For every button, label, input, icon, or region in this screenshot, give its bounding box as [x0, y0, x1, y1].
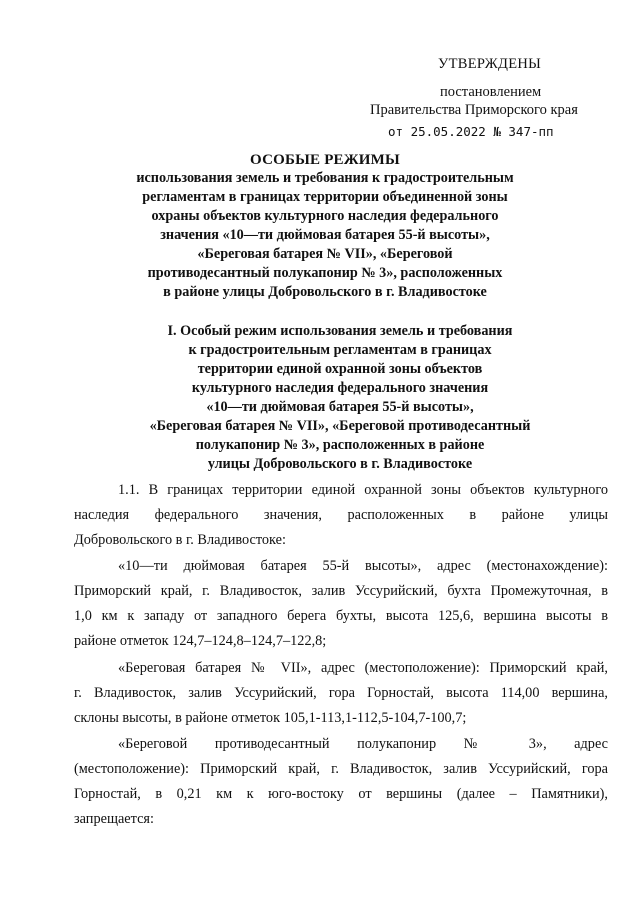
paragraph-battery-55 — [74, 554, 608, 654]
title-line: в районе улицы Добровольского в г. Владивостоке — [163, 284, 487, 300]
paragraph-line: (местоположение): Приморский край, г. Владивосток, залив Уссурийский, гора — [74, 761, 608, 777]
section-heading-line: улицы Добровольского в г. Владивостоке — [207, 456, 473, 472]
title-line: регламентам в границах территории объединенной зоны — [142, 189, 508, 205]
section-heading-line: полукапонир № 3», расположенных в районе — [195, 437, 485, 453]
section-heading-line: «10—ти дюймовая батарея 55-й высоты», — [206, 399, 474, 415]
title-line: значения «10—ти дюймовая батарея 55-й высоты», — [160, 227, 490, 243]
section-heading-line: I. Особый режим использования земель и требования — [167, 323, 513, 339]
section-heading-line: «Береговая батарея № VII», «Береговой противодесантный — [149, 418, 531, 434]
paragraph-line: склоны высоты, в районе отметок 105,1-113,1-112,5-104,7-100,7; — [74, 710, 467, 726]
paragraph-line: районе отметок 124,7–124,8–124,7–122,8; — [74, 633, 327, 649]
paragraph-line: 1,0 км к западу от западного берега бухты, высота 125,6, вершина высоты в — [74, 608, 608, 624]
title-main: ОСОБЫЕ РЕЖИМЫ — [250, 152, 400, 168]
paragraph-line: запрещается: — [74, 811, 154, 827]
paragraph-line: Добровольского в г. Владивостоке: — [74, 532, 286, 548]
paragraph-line: наследия федерального значения, расположенных в районе улицы — [74, 507, 608, 523]
section-heading-line: культурного наследия федерального значения — [191, 380, 489, 396]
paragraph-caponier-3 — [74, 732, 608, 832]
paragraph-line: г. Владивосток, залив Уссурийский, гора Горностай, высота 114,00 вершина, — [74, 685, 608, 701]
paragraph-line: «10—ти дюймовая батарея 55-й высоты», адрес (местонахождение): — [118, 558, 608, 574]
title-line: противодесантный полукапонир № 3», расположенных — [147, 265, 503, 281]
title-line: «Береговая батарея № VII», «Береговой — [197, 246, 453, 262]
paragraph-1-1 — [74, 478, 608, 553]
approval-date-number: от 25.05.2022 № 347-пп — [388, 124, 554, 139]
title-line: использования земель и требования к градостроительным — [136, 170, 514, 186]
paragraph-line: Горностай, в 0,21 км к юго-востоку от вершины (далее – Памятники), — [74, 786, 608, 802]
title-line: охраны объектов культурного наследия федерального — [151, 208, 499, 224]
section-heading — [80, 322, 600, 474]
document-title — [80, 152, 570, 302]
approval-authority: Правительства Приморского края — [370, 102, 578, 118]
approval-heading: УТВЕРЖДЕНЫ — [438, 56, 542, 72]
approval-decree-word: постановлением — [440, 84, 542, 100]
paragraph-line: Приморский край, г. Владивосток, залив Уссурийский, бухта Промежуточная, в — [74, 583, 608, 599]
paragraph-line: «Береговая батарея № VII», адрес (местоположение): Приморский край, — [118, 660, 608, 676]
paragraph-line: «Береговой противодесантный полукапонир № 3», адрес — [118, 736, 608, 752]
paragraph-battery-vii — [74, 656, 608, 731]
section-heading-line: территории единой охранной зоны объектов — [197, 361, 483, 377]
paragraph-line: 1.1. В границах территории единой охранной зоны объектов культурного — [118, 482, 608, 498]
section-heading-line: к градостроительным регламентам в границах — [188, 342, 492, 358]
